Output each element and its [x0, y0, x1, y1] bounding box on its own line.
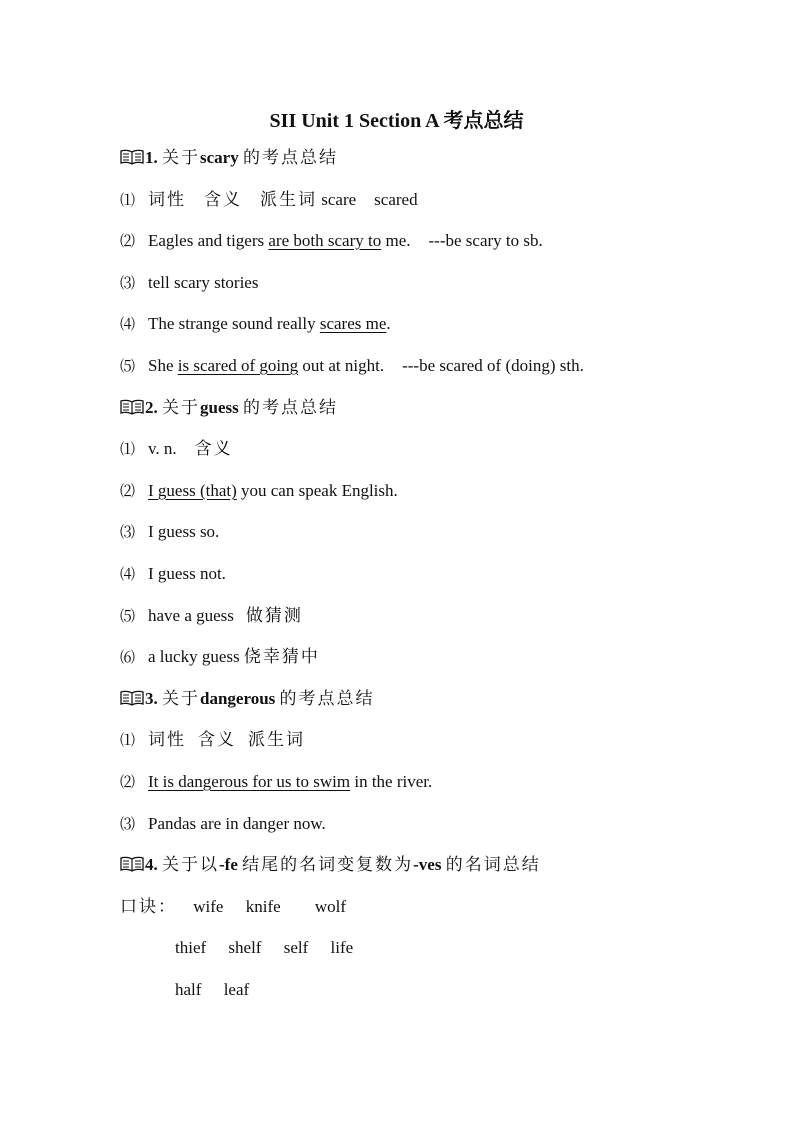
word: thief — [175, 938, 207, 957]
section-heading-guess: 2. 关于guess 的考点总结 — [120, 397, 338, 419]
keyword: dangerous — [200, 689, 276, 708]
list-item: ⑴ 词性 含义 派生词 scare scared — [120, 190, 418, 209]
underlined-phrase: scares me — [319, 314, 387, 333]
word: shelf — [228, 938, 262, 957]
underlined-phrase: It is dangerous for us to swim — [148, 772, 351, 791]
list-item: ⑴ v. n. 含义 — [120, 439, 233, 458]
keyword: -fe — [219, 855, 238, 874]
word: self — [283, 938, 309, 957]
list-item: ⑷ The strange sound really scares me. — [120, 314, 391, 333]
word: leaf — [223, 980, 250, 999]
section-heading-fe-ves: 4. 关于以-fe 结尾的名词变复数为-ves 的名词总结 — [120, 854, 541, 876]
list-item: ⑵ Eagles and tigers are both scary to me. ---be scary to sb. — [120, 231, 543, 250]
word: life — [330, 938, 354, 957]
word: knife — [245, 897, 281, 916]
page-title: SII Unit 1 Section A 考点总结 — [269, 110, 524, 132]
book-icon — [120, 856, 144, 872]
word: wife — [193, 897, 224, 916]
section-heading-scary: 1. 关于scary 的考点总结 — [120, 147, 338, 169]
keyword: guess — [200, 398, 239, 417]
keyword: -ves — [413, 855, 442, 874]
list-item: ⑶ I guess so. — [120, 522, 220, 541]
section-heading-dangerous: 3. 关于dangerous 的考点总结 — [120, 688, 375, 710]
underlined-phrase: I guess (that) — [148, 481, 237, 500]
book-icon — [120, 399, 144, 415]
list-item: ⑴ 词性 含义 派生词 — [120, 730, 305, 749]
underlined-phrase: is scared of going — [177, 356, 299, 375]
underlined-phrase: are both scary to — [268, 231, 382, 250]
book-icon — [120, 690, 144, 706]
mnemonic-row — [120, 896, 346, 918]
list-item: ⑷ I guess not. — [120, 564, 226, 583]
list-item: ⑶ Pandas are in danger now. — [120, 814, 326, 833]
mnemonic-row — [175, 979, 249, 1001]
list-item: ⑸ have a guess 做猜测 — [120, 606, 303, 625]
word: wolf — [314, 897, 347, 916]
list-item: ⑵ It is dangerous for us to swim in the river. — [120, 772, 433, 791]
list-item: ⑶ tell scary stories — [120, 273, 259, 292]
mnemonic-label: 口诀： — [120, 897, 177, 916]
list-item: ⑹ a lucky guess 侥幸猜中 — [120, 647, 320, 666]
book-icon — [120, 149, 144, 165]
keyword: scary — [200, 148, 239, 167]
mnemonic-row — [175, 937, 353, 959]
word: half — [175, 980, 202, 999]
list-item: ⑸ She is scared of going out at night. ---be scared of (doing) sth. — [120, 356, 584, 375]
list-item: ⑵ I guess (that) you can speak English. — [120, 481, 398, 500]
